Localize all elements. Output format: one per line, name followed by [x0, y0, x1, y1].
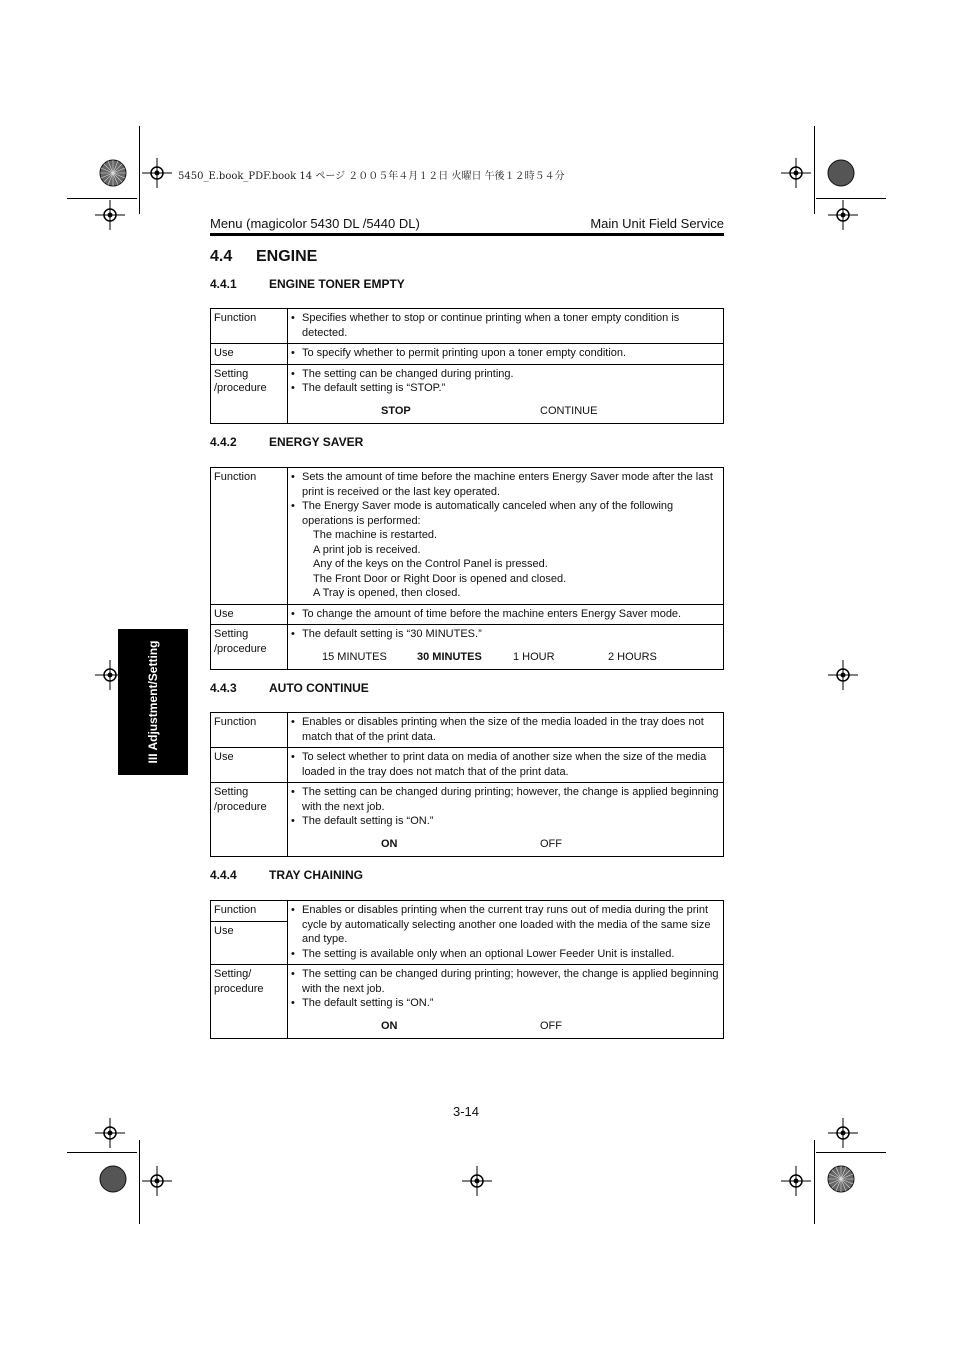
row-content — [288, 344, 724, 365]
subsection-heading — [210, 435, 363, 449]
bullet-item: • Enables or disables printing when the size of the media loaded in the tray does not match that of the print data. — [291, 715, 720, 744]
header-rule — [210, 233, 724, 236]
row-label: Use — [211, 921, 288, 964]
row-label-line: Setting/ — [214, 968, 252, 980]
bullet-item: • Sets the amount of time before the machine enters Energy Saver mode after the last print is received or the last key operated. — [291, 470, 720, 499]
registration-mark — [462, 1166, 492, 1196]
setting-table-tray-chaining — [210, 900, 724, 1039]
subsection-heading — [210, 277, 405, 291]
row-content — [288, 901, 724, 965]
bullet-item: • The default setting is “ON.” — [291, 814, 720, 829]
sub-item: The machine is restarted. — [313, 529, 438, 541]
row-label-line: /procedure — [214, 800, 267, 813]
option-list — [291, 1013, 720, 1035]
color-bar-rosette — [99, 1165, 127, 1193]
subsection-number: 4.4.3 — [210, 681, 237, 695]
option-list — [291, 644, 720, 666]
table-row — [211, 604, 724, 625]
table-row — [211, 364, 724, 423]
row-label-line: /procedure — [214, 382, 267, 394]
bullet-item: • Specifies whether to stop or continue printing when a toner empty condition is detected. — [291, 311, 720, 340]
color-bar-rosette — [827, 1165, 855, 1193]
side-chapter-tab-label: III Adjustment/Setting — [146, 640, 160, 764]
row-content — [288, 309, 724, 344]
bullet-item: • Enables or disables printing when the current tray runs out of media during the print cycle by automatically selecting another one loaded with the media of the same size and type. — [291, 903, 720, 947]
registration-mark — [828, 200, 858, 230]
row-label-line: Setting — [214, 628, 249, 640]
registration-mark — [781, 158, 811, 188]
registration-mark — [95, 1118, 125, 1148]
table-row — [211, 748, 724, 783]
bullet-item: • The setting can be changed during printing; however, the change is applied beginning with the next job. — [291, 967, 720, 996]
option-list — [291, 831, 720, 853]
option-off: OFF — [540, 1019, 562, 1032]
option-15-minutes: 15 MINUTES — [322, 650, 387, 663]
crop-mark — [814, 126, 815, 214]
subsection-title: ENERGY SAVER — [269, 435, 364, 449]
setting-table-engine-toner-empty — [210, 308, 724, 424]
bullet-item: • To specify whether to permit printing upon a toner empty condition. — [291, 346, 720, 361]
option-1-hour: 1 HOUR — [513, 650, 555, 663]
bullet-item: • To change the amount of time before the machine enters Energy Saver mode. — [291, 607, 720, 622]
bullet-item: • To select whether to print data on media of another size when the size of the media loaded in the tray does not match that of the print data. — [291, 750, 720, 779]
registration-mark — [142, 158, 172, 188]
bullet-item: • The setting can be changed during printing. — [291, 367, 720, 382]
table-row — [211, 468, 724, 605]
bullet-item: • The default setting is “30 MINUTES.” — [291, 627, 720, 642]
color-bar-rosette — [827, 159, 855, 187]
row-content — [288, 713, 724, 748]
bullet-item: • The default setting is “ON.” — [291, 996, 720, 1011]
subsection-title: TRAY CHAINING — [269, 868, 364, 882]
subsection-heading — [210, 681, 369, 695]
side-chapter-tab — [118, 629, 188, 775]
registration-mark — [781, 1166, 811, 1196]
table-row — [211, 625, 724, 670]
row-content — [288, 468, 724, 605]
bullet-item: • The default setting is “STOP.” — [291, 381, 720, 396]
subsection-heading — [210, 868, 363, 882]
option-list — [291, 398, 720, 420]
option-on: ON — [381, 1019, 398, 1032]
print-info-line: 5450_E.book_PDF.book 14 ページ ２００５年４月１２日 火曜日 午後１２時５４分 — [178, 171, 565, 182]
section-title: ENGINE — [256, 248, 318, 265]
row-label — [211, 625, 288, 670]
option-continue: CONTINUE — [540, 404, 598, 417]
row-content — [288, 965, 724, 1039]
row-label-line: Setting — [214, 367, 249, 380]
bullet-item: • The setting can be changed during printing; however, the change is applied beginning with the next job. — [291, 785, 720, 814]
row-label: Function — [211, 309, 288, 344]
section-number: 4.4 — [210, 248, 233, 265]
bullet-item: • The Energy Saver mode is automatically canceled when any of the following operations is performed: — [291, 499, 720, 528]
row-content — [288, 364, 724, 423]
row-label — [211, 783, 288, 857]
crop-mark — [816, 198, 886, 199]
row-label — [211, 965, 288, 1039]
registration-mark — [828, 660, 858, 690]
row-label: Function — [211, 901, 288, 922]
crop-mark — [67, 1152, 137, 1153]
row-label: Use — [211, 604, 288, 625]
registration-mark — [142, 1166, 172, 1196]
sub-item: Any of the keys on the Control Panel is pressed. — [313, 558, 548, 570]
row-label-line: procedure — [214, 982, 264, 995]
option-2-hours: 2 HOURS — [608, 650, 657, 663]
row-content — [288, 604, 724, 625]
table-row — [211, 965, 724, 1039]
option-on: ON — [381, 837, 398, 850]
crop-mark — [814, 1140, 815, 1224]
sub-item: The Front Door or Right Door is opened and closed. — [313, 572, 567, 585]
sub-item: A Tray is opened, then closed. — [313, 587, 461, 599]
row-label-line: Setting — [214, 786, 249, 798]
crop-mark — [67, 198, 137, 199]
row-label: Use — [211, 344, 288, 365]
crop-mark — [139, 1140, 140, 1224]
row-label-line: /procedure — [214, 642, 267, 655]
bullet-item: • The setting is available only when an optional Lower Feeder Unit is installed. — [291, 947, 720, 962]
setting-table-energy-saver — [210, 467, 724, 670]
subsection-title: ENGINE TONER EMPTY — [269, 277, 405, 291]
table-row — [211, 901, 724, 922]
row-content — [288, 625, 724, 670]
table-row — [211, 713, 724, 748]
page-number: 3-14 — [453, 1104, 480, 1119]
subsection-number: 4.4.4 — [210, 868, 237, 882]
registration-mark — [95, 200, 125, 230]
crop-mark — [139, 126, 140, 214]
header-section-title: Main Unit Field Service — [590, 216, 724, 231]
table-row — [211, 344, 724, 365]
option-30-minutes: 30 MINUTES — [417, 650, 482, 663]
subsection-title: AUTO CONTINUE — [269, 681, 369, 695]
registration-mark — [828, 1118, 858, 1148]
row-label: Function — [211, 468, 288, 605]
option-stop: STOP — [381, 404, 411, 417]
header-manual-title: Menu (magicolor 5430 DL /5440 DL) — [210, 216, 420, 231]
row-label: Use — [211, 748, 288, 783]
crop-mark — [816, 1152, 886, 1153]
setting-table-auto-continue — [210, 712, 724, 857]
row-label: Function — [211, 713, 288, 748]
subsection-number: 4.4.2 — [210, 435, 237, 449]
section-heading — [210, 248, 317, 266]
row-label — [211, 364, 288, 423]
table-row — [211, 309, 724, 344]
subsection-number: 4.4.1 — [210, 277, 237, 291]
sub-item: A print job is received. — [313, 543, 421, 556]
row-content — [288, 748, 724, 783]
table-row — [211, 783, 724, 857]
color-bar-rosette — [99, 159, 127, 187]
row-content — [288, 783, 724, 857]
option-off: OFF — [540, 837, 562, 850]
